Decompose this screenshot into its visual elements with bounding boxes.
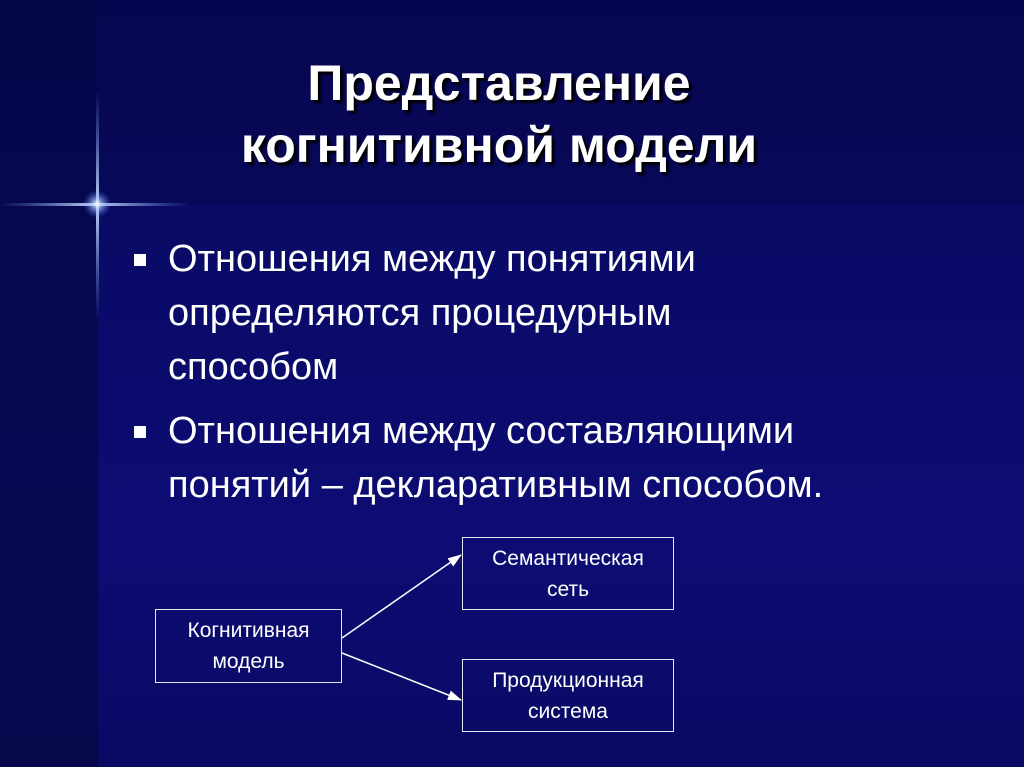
bullet-item xyxy=(128,232,988,394)
semantic-network-box: Семантическая сеть xyxy=(462,537,674,610)
arrow-to-production xyxy=(342,653,461,700)
bullet-text: Отношения между составляющими понятий – декларативным способом. xyxy=(168,410,824,506)
square-bullet-icon xyxy=(134,426,146,438)
slide-title: Представление когнитивной модели xyxy=(240,55,758,173)
bullet-list xyxy=(128,232,988,522)
production-system-box: Продукционная система xyxy=(462,659,674,732)
bullet-text: Отношения между понятиями определяются процедурным способом xyxy=(168,238,696,388)
square-bullet-icon xyxy=(134,254,146,266)
bullet-item xyxy=(128,404,988,512)
cognitive-model-box: Когнитивная модель xyxy=(155,609,342,683)
arrow-to-semantic xyxy=(342,555,461,638)
